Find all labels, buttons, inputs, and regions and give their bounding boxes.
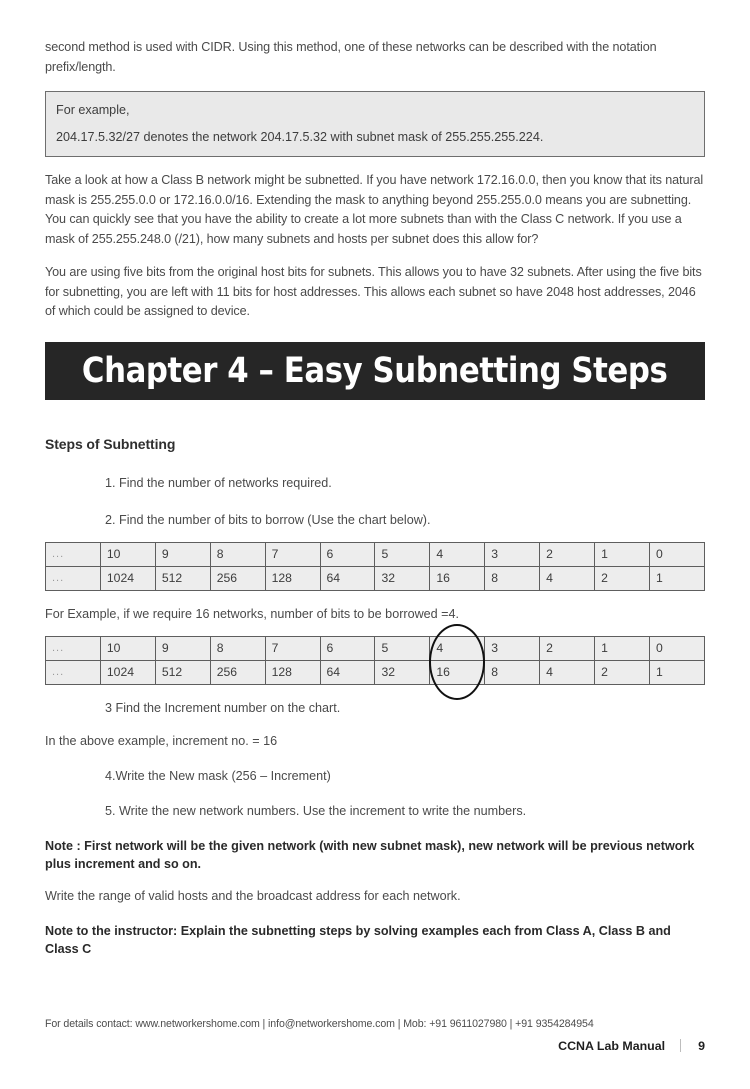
note-main: Note : First network will be the given network (with new subnet mask), new network will be previous network plus increment and so on.: [45, 838, 695, 871]
table-cell: ...: [46, 542, 101, 566]
table-cell: 1: [595, 636, 650, 660]
table-cell: 10: [100, 636, 155, 660]
footer-page-number: 9: [698, 1039, 705, 1053]
table-cell: 128: [265, 566, 320, 590]
table-cell: 1: [649, 566, 704, 590]
chapter-title: Chapter 4 – Easy Subnetting Steps: [82, 350, 668, 391]
table-cell: 0: [649, 636, 704, 660]
intro-paragraph: second method is used with CIDR. Using this method, one of these networks can be described with the notation prefix/length.: [45, 40, 657, 74]
example-box-line-2: 204.17.5.32/27 denotes the network 204.17.5.32 with subnet mask of 255.255.255.224.: [56, 130, 544, 144]
table-cell: 512: [155, 660, 210, 684]
step-item-1: 1. Find the number of networks required.: [105, 475, 332, 490]
table-cell: 9: [155, 542, 210, 566]
page-content: [45, 38, 705, 958]
table-cell: 5: [375, 636, 430, 660]
table-cell: 6: [320, 636, 375, 660]
table-cell: 512: [155, 566, 210, 590]
table-cell: 128: [265, 660, 320, 684]
table-cell: 4: [540, 566, 595, 590]
table-cell: 8: [485, 660, 540, 684]
table-cell: 5: [375, 542, 430, 566]
table-cell: 8: [210, 636, 265, 660]
table-cell: 7: [265, 542, 320, 566]
example-box-line-1: For example,: [56, 103, 130, 117]
footer-divider: [680, 1039, 681, 1052]
step-item-2: 2. Find the number of bits to borrow (Use the chart below).: [105, 512, 431, 527]
table-cell: ...: [46, 566, 101, 590]
footer-manual-title: CCNA Lab Manual: [558, 1039, 666, 1053]
footer-manual-row: [45, 1039, 705, 1053]
class-b-paragraph: Take a look at how a Class B network might be subnetted. If you have network 172.16.0.0, then you know that its natural mask is 255.255.0.0 or 172.16.0.0/16. Extending the mask to anything beyond 255.255.0.0 means you are subnetting. You can quickly see that you have the ability to create a lot more subnets than with the Class C network. If you use a mask of 255.255.248.0 (/21), how many subnets and hosts per subnet does this allow for?: [45, 173, 704, 246]
bits-chart-table-1: [45, 542, 705, 591]
example-requirement-line: For Example, if we require 16 networks, number of bits to be borrowed =4.: [45, 606, 460, 621]
table-row: [46, 566, 705, 590]
table-cell: 6: [320, 542, 375, 566]
step-item-5: 5. Write the new network numbers. Use the increment to write the numbers.: [105, 803, 527, 818]
step-item-3: 3 Find the Increment number on the chart.: [105, 700, 341, 715]
table-row: [46, 636, 705, 660]
bits-chart-wrapper-1: [45, 542, 705, 591]
table-cell: 64: [320, 566, 375, 590]
table-cell: 64: [320, 660, 375, 684]
table-cell: 256: [210, 660, 265, 684]
table-cell: 8: [210, 542, 265, 566]
footer-contact-line: For details contact: www.networkershome.com | info@networkershome.com | Mob: +91 9611027980 | +91 9354284954: [45, 1018, 594, 1030]
bits-chart-wrapper-2: [45, 636, 705, 685]
table-cell: 32: [375, 660, 430, 684]
table-cell: 256: [210, 566, 265, 590]
table-cell: 4: [430, 542, 485, 566]
table-cell: 0: [649, 542, 704, 566]
table-cell: 1: [649, 660, 704, 684]
table-cell: 4: [540, 660, 595, 684]
table-cell: 1024: [100, 566, 155, 590]
chapter-banner: [45, 342, 705, 400]
table-row: [46, 660, 705, 684]
table-row: [46, 542, 705, 566]
page-footer: [45, 1018, 705, 1053]
five-bits-paragraph: You are using five bits from the original host bits for subnets. This allows you to have 32 subnets. After using the five bits for subnetting, you are left with 11 bits for host addresses. This allows each subnet so have 2048 host addresses, 2046 of which could be assigned to device.: [45, 265, 702, 318]
table-cell: 16: [430, 566, 485, 590]
table-cell: 9: [155, 636, 210, 660]
table-cell: ...: [46, 636, 101, 660]
table-cell: 8: [485, 566, 540, 590]
write-range-line: Write the range of valid hosts and the broadcast address for each network.: [45, 888, 461, 903]
table-cell: 2: [595, 566, 650, 590]
table-cell: 7: [265, 636, 320, 660]
table-cell: 2: [540, 636, 595, 660]
table-cell-highlighted: 16: [430, 660, 485, 684]
table-cell: 3: [485, 636, 540, 660]
example-callout-box: [45, 91, 705, 157]
note-instructor: Note to the instructor: Explain the subnetting steps by solving examples each from Class A, Class B and Class C: [45, 923, 671, 956]
step-item-4: 4.Write the New mask (256 – Increment): [105, 768, 331, 783]
table-cell-highlighted: 4: [430, 636, 485, 660]
table-cell: 3: [485, 542, 540, 566]
table-cell: 1024: [100, 660, 155, 684]
table-cell: 2: [540, 542, 595, 566]
table-cell: 10: [100, 542, 155, 566]
page-title: Steps of Subnetting: [45, 435, 176, 452]
table-cell: 2: [595, 660, 650, 684]
bits-chart-table-2: [45, 636, 705, 685]
table-cell: 1: [595, 542, 650, 566]
table-cell: 32: [375, 566, 430, 590]
table-cell: ...: [46, 660, 101, 684]
increment-result-line: In the above example, increment no. = 16: [45, 733, 278, 748]
